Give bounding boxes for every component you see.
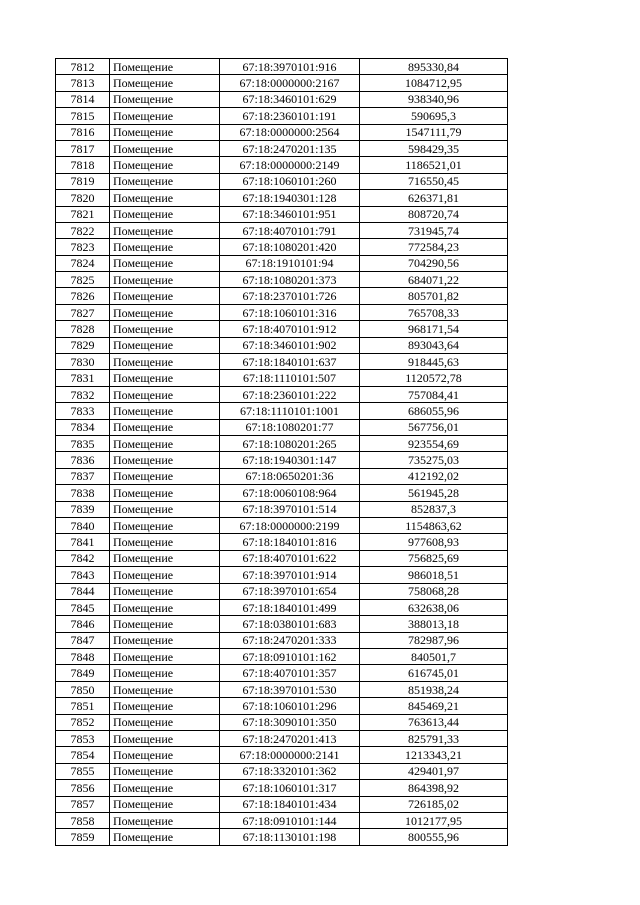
table-row	[56, 714, 508, 730]
row-number-cell: 7816	[56, 124, 110, 140]
row-number-cell: 7845	[56, 599, 110, 615]
cadastral-number-cell: 67:18:3090101:350	[220, 714, 360, 730]
object-type-cell: Помещение	[110, 124, 220, 140]
cadastral-number-cell: 67:18:1110101:1001	[220, 403, 360, 419]
table-row	[56, 272, 508, 288]
cadastral-value-cell: 684071,22	[360, 272, 508, 288]
cadastral-number-cell: 67:18:0650201:36	[220, 468, 360, 484]
table-row	[56, 452, 508, 468]
cadastral-value-cell: 704290,56	[360, 255, 508, 271]
cadastral-number-cell: 67:18:2360101:222	[220, 386, 360, 402]
row-number-cell: 7835	[56, 435, 110, 451]
object-type-cell: Помещение	[110, 140, 220, 156]
cadastral-value-cell: 686055,96	[360, 403, 508, 419]
cadastral-value-cell: 412192,02	[360, 468, 508, 484]
cadastral-number-cell: 67:18:3970101:914	[220, 567, 360, 583]
table-row	[56, 403, 508, 419]
table-row	[56, 501, 508, 517]
table-row	[56, 255, 508, 271]
row-number-cell: 7839	[56, 501, 110, 517]
object-type-cell: Помещение	[110, 567, 220, 583]
object-type-cell: Помещение	[110, 665, 220, 681]
cadastral-number-cell: 67:18:0000000:2167	[220, 75, 360, 91]
object-type-cell: Помещение	[110, 599, 220, 615]
table-row	[56, 157, 508, 173]
cadastral-number-cell: 67:18:3320101:362	[220, 763, 360, 779]
row-number-cell: 7831	[56, 370, 110, 386]
cadastral-value-cell: 590695,3	[360, 108, 508, 124]
table-row	[56, 140, 508, 156]
table-row	[56, 108, 508, 124]
object-type-cell: Помещение	[110, 59, 220, 75]
table-row	[56, 583, 508, 599]
table-row	[56, 124, 508, 140]
cadastral-number-cell: 67:18:1080201:373	[220, 272, 360, 288]
cadastral-number-cell: 67:18:1110101:507	[220, 370, 360, 386]
table-row	[56, 91, 508, 107]
cadastral-number-cell: 67:18:3970101:530	[220, 681, 360, 697]
cadastral-value-cell: 782987,96	[360, 632, 508, 648]
row-number-cell: 7855	[56, 763, 110, 779]
row-number-cell: 7829	[56, 337, 110, 353]
table-row	[56, 222, 508, 238]
table-row	[56, 681, 508, 697]
cadastral-value-cell: 388013,18	[360, 616, 508, 632]
object-type-cell: Помещение	[110, 485, 220, 501]
table-row	[56, 485, 508, 501]
cadastral-value-cell: 758068,28	[360, 583, 508, 599]
row-number-cell: 7836	[56, 452, 110, 468]
table-row	[56, 75, 508, 91]
table-row	[56, 386, 508, 402]
object-type-cell: Помещение	[110, 304, 220, 320]
table-row	[56, 190, 508, 206]
cadastral-number-cell: 67:18:2470201:413	[220, 731, 360, 747]
cadastral-value-cell: 918445,63	[360, 354, 508, 370]
cadastral-number-cell: 67:18:4070101:912	[220, 321, 360, 337]
cadastral-value-cell: 805701,82	[360, 288, 508, 304]
table-row	[56, 370, 508, 386]
table-row	[56, 796, 508, 812]
cadastral-value-cell: 1213343,21	[360, 747, 508, 763]
row-number-cell: 7838	[56, 485, 110, 501]
object-type-cell: Помещение	[110, 255, 220, 271]
cadastral-number-cell: 67:18:1060101:260	[220, 173, 360, 189]
cadastral-value-cell: 1012177,95	[360, 812, 508, 828]
cadastral-number-cell: 67:18:1840101:816	[220, 534, 360, 550]
table-row	[56, 632, 508, 648]
cadastral-value-cell: 923554,69	[360, 435, 508, 451]
row-number-cell: 7813	[56, 75, 110, 91]
object-type-cell: Помещение	[110, 550, 220, 566]
table-row	[56, 468, 508, 484]
cadastral-value-cell: 845469,21	[360, 698, 508, 714]
row-number-cell: 7817	[56, 140, 110, 156]
cadastral-number-cell: 67:18:1080201:265	[220, 435, 360, 451]
cadastral-number-cell: 67:18:1060101:316	[220, 304, 360, 320]
cadastral-number-cell: 67:18:0000000:2149	[220, 157, 360, 173]
cadastral-value-cell: 616745,01	[360, 665, 508, 681]
cadastral-value-cell: 756825,69	[360, 550, 508, 566]
cadastral-number-cell: 67:18:1840101:637	[220, 354, 360, 370]
row-number-cell: 7837	[56, 468, 110, 484]
row-number-cell: 7825	[56, 272, 110, 288]
cadastral-value-cell: 852837,3	[360, 501, 508, 517]
object-type-cell: Помещение	[110, 354, 220, 370]
table-row	[56, 550, 508, 566]
table-row	[56, 435, 508, 451]
cadastral-number-cell: 67:18:1840101:499	[220, 599, 360, 615]
table-row	[56, 206, 508, 222]
object-type-cell: Помещение	[110, 452, 220, 468]
row-number-cell: 7850	[56, 681, 110, 697]
cadastral-number-cell: 67:18:1060101:296	[220, 698, 360, 714]
object-type-cell: Помещение	[110, 632, 220, 648]
cadastral-number-cell: 67:18:0380101:683	[220, 616, 360, 632]
cadastral-value-cell: 763613,44	[360, 714, 508, 730]
cadastral-value-cell: 800555,96	[360, 829, 508, 845]
table-body	[56, 59, 508, 846]
table-row	[56, 173, 508, 189]
row-number-cell: 7841	[56, 534, 110, 550]
object-type-cell: Помещение	[110, 780, 220, 796]
table-row	[56, 534, 508, 550]
row-number-cell: 7857	[56, 796, 110, 812]
cadastral-value-cell: 938340,96	[360, 91, 508, 107]
cadastral-number-cell: 67:18:1080201:420	[220, 239, 360, 255]
cadastral-number-cell: 67:18:0000000:2199	[220, 517, 360, 533]
cadastral-value-cell: 765708,33	[360, 304, 508, 320]
object-type-cell: Помещение	[110, 337, 220, 353]
cadastral-number-cell: 67:18:1840101:434	[220, 796, 360, 812]
cadastral-value-cell: 1154863,62	[360, 517, 508, 533]
table-row	[56, 354, 508, 370]
cadastral-value-cell: 772584,23	[360, 239, 508, 255]
cadastral-value-cell: 1084712,95	[360, 75, 508, 91]
object-type-cell: Помещение	[110, 517, 220, 533]
cadastral-number-cell: 67:18:3460101:951	[220, 206, 360, 222]
cadastral-number-cell: 67:18:4070101:791	[220, 222, 360, 238]
row-number-cell: 7828	[56, 321, 110, 337]
cadastral-number-cell: 67:18:2470201:135	[220, 140, 360, 156]
row-number-cell: 7843	[56, 567, 110, 583]
row-number-cell: 7856	[56, 780, 110, 796]
table-row	[56, 599, 508, 615]
row-number-cell: 7858	[56, 812, 110, 828]
row-number-cell: 7833	[56, 403, 110, 419]
table-row	[56, 321, 508, 337]
object-type-cell: Помещение	[110, 501, 220, 517]
cadastral-number-cell: 67:18:1060101:317	[220, 780, 360, 796]
object-type-cell: Помещение	[110, 796, 220, 812]
row-number-cell: 7853	[56, 731, 110, 747]
object-type-cell: Помещение	[110, 468, 220, 484]
row-number-cell: 7840	[56, 517, 110, 533]
table-row	[56, 763, 508, 779]
row-number-cell: 7815	[56, 108, 110, 124]
object-type-cell: Помещение	[110, 419, 220, 435]
table-row	[56, 288, 508, 304]
cadastral-value-cell: 1120572,78	[360, 370, 508, 386]
row-number-cell: 7851	[56, 698, 110, 714]
cadastral-number-cell: 67:18:3460101:629	[220, 91, 360, 107]
row-number-cell: 7834	[56, 419, 110, 435]
cadastral-value-cell: 851938,24	[360, 681, 508, 697]
row-number-cell: 7821	[56, 206, 110, 222]
cadastral-number-cell: 67:18:1080201:77	[220, 419, 360, 435]
object-type-cell: Помещение	[110, 714, 220, 730]
row-number-cell: 7823	[56, 239, 110, 255]
cadastral-number-cell: 67:18:0000000:2564	[220, 124, 360, 140]
cadastral-value-cell: 977608,93	[360, 534, 508, 550]
object-type-cell: Помещение	[110, 583, 220, 599]
cadastral-value-cell: 808720,74	[360, 206, 508, 222]
cadastral-number-cell: 67:18:2370101:726	[220, 288, 360, 304]
table-row	[56, 239, 508, 255]
cadastral-value-cell: 735275,03	[360, 452, 508, 468]
row-number-cell: 7824	[56, 255, 110, 271]
table-row	[56, 649, 508, 665]
object-type-cell: Помещение	[110, 649, 220, 665]
row-number-cell: 7812	[56, 59, 110, 75]
table-row	[56, 665, 508, 681]
object-type-cell: Помещение	[110, 370, 220, 386]
cadastral-number-cell: 67:18:3970101:916	[220, 59, 360, 75]
cadastral-number-cell: 67:18:1910101:94	[220, 255, 360, 271]
table-row	[56, 698, 508, 714]
object-type-cell: Помещение	[110, 206, 220, 222]
object-type-cell: Помещение	[110, 829, 220, 845]
cadastral-value-cell: 632638,06	[360, 599, 508, 615]
table-row	[56, 59, 508, 75]
cadastral-value-table	[55, 58, 508, 846]
cadastral-value-cell: 864398,92	[360, 780, 508, 796]
cadastral-value-cell: 986018,51	[360, 567, 508, 583]
cadastral-value-cell: 429401,97	[360, 763, 508, 779]
table-row	[56, 780, 508, 796]
row-number-cell: 7832	[56, 386, 110, 402]
cadastral-value-cell: 731945,74	[360, 222, 508, 238]
cadastral-number-cell: 67:18:1940301:147	[220, 452, 360, 468]
object-type-cell: Помещение	[110, 403, 220, 419]
row-number-cell: 7819	[56, 173, 110, 189]
object-type-cell: Помещение	[110, 190, 220, 206]
row-number-cell: 7846	[56, 616, 110, 632]
object-type-cell: Помещение	[110, 272, 220, 288]
object-type-cell: Помещение	[110, 812, 220, 828]
object-type-cell: Помещение	[110, 386, 220, 402]
row-number-cell: 7842	[56, 550, 110, 566]
cadastral-number-cell: 67:18:0910101:144	[220, 812, 360, 828]
object-type-cell: Помещение	[110, 222, 220, 238]
table-row	[56, 747, 508, 763]
object-type-cell: Помещение	[110, 173, 220, 189]
cadastral-value-cell: 1186521,01	[360, 157, 508, 173]
object-type-cell: Помещение	[110, 698, 220, 714]
object-type-cell: Помещение	[110, 763, 220, 779]
cadastral-value-cell: 561945,28	[360, 485, 508, 501]
table-row	[56, 517, 508, 533]
cadastral-number-cell: 67:18:0060108:964	[220, 485, 360, 501]
row-number-cell: 7847	[56, 632, 110, 648]
cadastral-value-cell: 840501,7	[360, 649, 508, 665]
table-row	[56, 812, 508, 828]
row-number-cell: 7818	[56, 157, 110, 173]
object-type-cell: Помещение	[110, 75, 220, 91]
object-type-cell: Помещение	[110, 108, 220, 124]
row-number-cell: 7826	[56, 288, 110, 304]
cadastral-value-cell: 567756,01	[360, 419, 508, 435]
row-number-cell: 7844	[56, 583, 110, 599]
cadastral-value-cell: 598429,35	[360, 140, 508, 156]
object-type-cell: Помещение	[110, 731, 220, 747]
row-number-cell: 7852	[56, 714, 110, 730]
row-number-cell: 7822	[56, 222, 110, 238]
object-type-cell: Помещение	[110, 435, 220, 451]
table-row	[56, 731, 508, 747]
row-number-cell: 7830	[56, 354, 110, 370]
object-type-cell: Помещение	[110, 288, 220, 304]
cadastral-value-cell: 895330,84	[360, 59, 508, 75]
cadastral-value-cell: 825791,33	[360, 731, 508, 747]
cadastral-value-cell: 893043,64	[360, 337, 508, 353]
row-number-cell: 7827	[56, 304, 110, 320]
table-row	[56, 304, 508, 320]
object-type-cell: Помещение	[110, 157, 220, 173]
object-type-cell: Помещение	[110, 321, 220, 337]
object-type-cell: Помещение	[110, 616, 220, 632]
row-number-cell: 7854	[56, 747, 110, 763]
cadastral-number-cell: 67:18:3460101:902	[220, 337, 360, 353]
cadastral-number-cell: 67:18:3970101:654	[220, 583, 360, 599]
cadastral-number-cell: 67:18:2470201:333	[220, 632, 360, 648]
table-row	[56, 829, 508, 845]
cadastral-value-cell: 716550,45	[360, 173, 508, 189]
cadastral-value-cell: 757084,41	[360, 386, 508, 402]
cadastral-value-cell: 968171,54	[360, 321, 508, 337]
cadastral-number-cell: 67:18:4070101:357	[220, 665, 360, 681]
cadastral-number-cell: 67:18:3970101:514	[220, 501, 360, 517]
cadastral-number-cell: 67:18:4070101:622	[220, 550, 360, 566]
row-number-cell: 7820	[56, 190, 110, 206]
row-number-cell: 7859	[56, 829, 110, 845]
table-row	[56, 567, 508, 583]
table-row	[56, 419, 508, 435]
cadastral-value-cell: 726185,02	[360, 796, 508, 812]
table-row	[56, 337, 508, 353]
cadastral-value-cell: 626371,81	[360, 190, 508, 206]
cadastral-value-cell: 1547111,79	[360, 124, 508, 140]
object-type-cell: Помещение	[110, 534, 220, 550]
row-number-cell: 7814	[56, 91, 110, 107]
cadastral-number-cell: 67:18:1130101:198	[220, 829, 360, 845]
object-type-cell: Помещение	[110, 91, 220, 107]
cadastral-number-cell: 67:18:0910101:162	[220, 649, 360, 665]
cadastral-number-cell: 67:18:2360101:191	[220, 108, 360, 124]
row-number-cell: 7848	[56, 649, 110, 665]
row-number-cell: 7849	[56, 665, 110, 681]
cadastral-number-cell: 67:18:0000000:2141	[220, 747, 360, 763]
cadastral-number-cell: 67:18:1940301:128	[220, 190, 360, 206]
object-type-cell: Помещение	[110, 239, 220, 255]
table-row	[56, 616, 508, 632]
object-type-cell: Помещение	[110, 747, 220, 763]
object-type-cell: Помещение	[110, 681, 220, 697]
